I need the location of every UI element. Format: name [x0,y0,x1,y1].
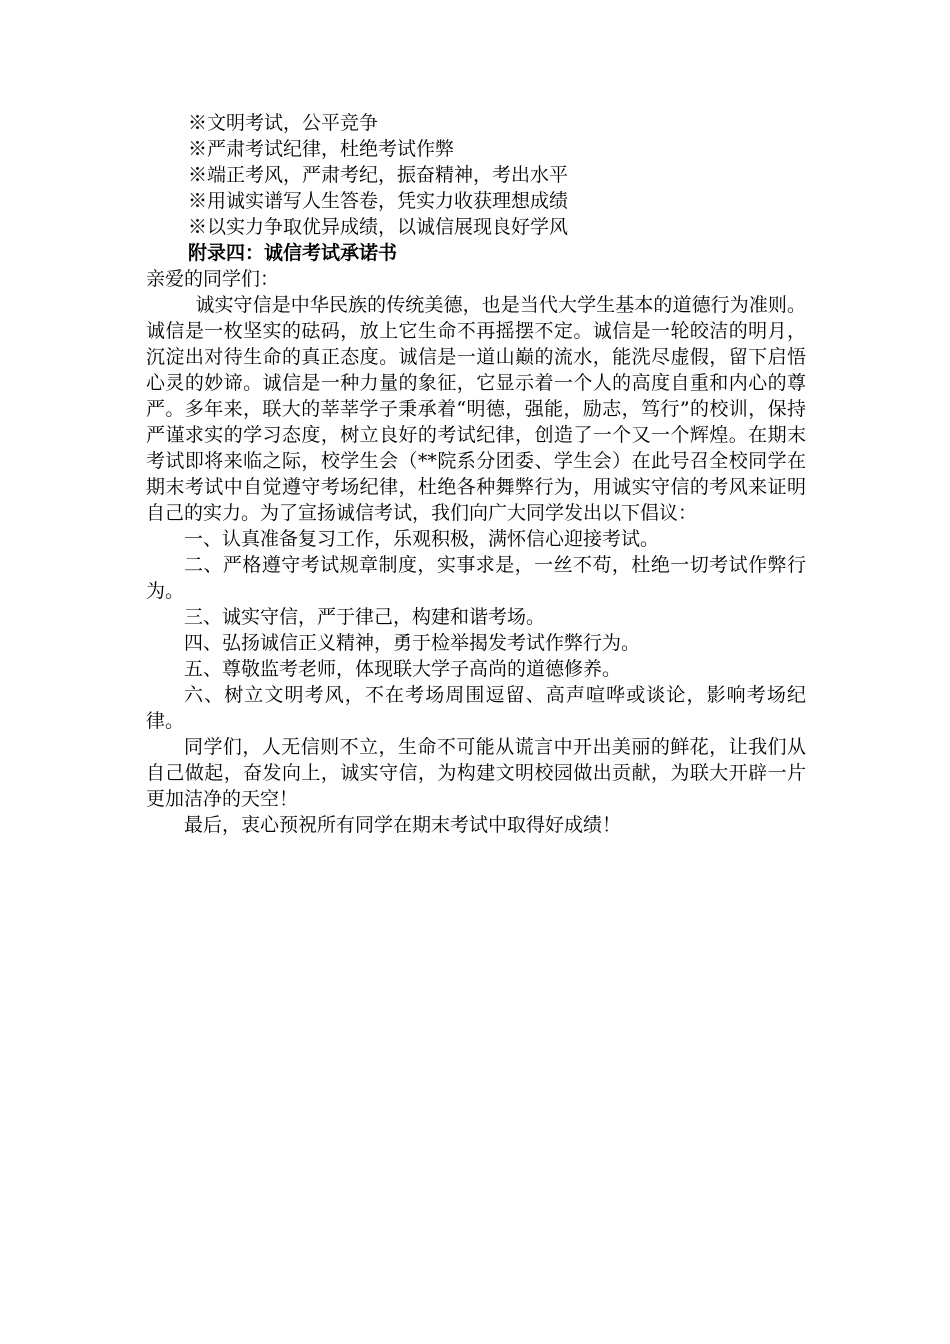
slogan-4: ※用诚实谱写人生答卷，凭实力收获理想成绩 [188,190,569,212]
intro-paragraph: 诚实守信是中华民族的传统美德，也是当代大学生基本的道德行为准则。诚信是一枚坚实的砝码，放上它生命不再摇摆不定。诚信是一轮皎洁的明月，沉淀出对待生命的真正态度。诚信是一道山巅的流水，能洗尽虚假，留下启悟心灵的妙谛。诚信是一种力量的象征，它显示着一个人的高度自重和内心的尊严。多年来，联大的莘莘学子秉承着“明德，强能，励志，笃行”的校训，保持严谨求实的学习态度，树立良好的考试纪律，创造了一个又一个辉煌。在期末考试即将来临之际，校学生会（**院系分团委、学生会）在此号召全校同学在期末考试中自觉遵守考场纪律，杜绝各种舞弊行为，用诚实守信的考风来证明自己的实力。为了宣扬诚信考试，我们向广大同学发出以下倡议： [146,294,806,524]
proposal-6: 六、树立文明考风，不在考场周围逗留、高声喧哗或谈论，影响考场纪律。 [146,684,806,732]
proposal-1: 一、认真准备复习工作，乐观积极，满怀信心迎接考试。 [184,528,660,550]
proposal-5: 五、尊敬监考老师，体现联大学子高尚的道德修养。 [184,658,622,680]
closing-paragraph: 同学们，人无信则不立，生命不可能从谎言中开出美丽的鲜花，让我们从自己做起，奋发向上，诚实守信，为构建文明校园做出贡献，为联大开辟一片更加洁净的天空！ [146,736,806,810]
proposal-4: 四、弘扬诚信正义精神，勇于检举揭发考试作弊行为。 [184,632,641,654]
slogan-3: ※端正考风，严肃考纪，振奋精神，考出水平 [188,164,569,186]
slogan-2: ※严肃考试纪律，杜绝考试作弊 [188,138,455,160]
final-wish: 最后，衷心预祝所有同学在期末考试中取得好成绩！ [184,814,622,836]
proposal-2: 二、严格遵守考试规章制度，实事求是，一丝不苟，杜绝一切考试作弊行为。 [146,554,806,602]
appendix-title: 附录四：诚信考试承诺书 [188,242,398,264]
slogan-1: ※文明考试，公平竞争 [188,112,379,134]
document-page [146,110,806,838]
proposal-3: 三、诚实守信，严于律己，构建和谐考场。 [184,606,546,628]
slogan-5: ※以实力争取优异成绩，以诚信展现良好学风 [188,216,569,238]
salutation: 亲爱的同学们： [146,268,280,290]
